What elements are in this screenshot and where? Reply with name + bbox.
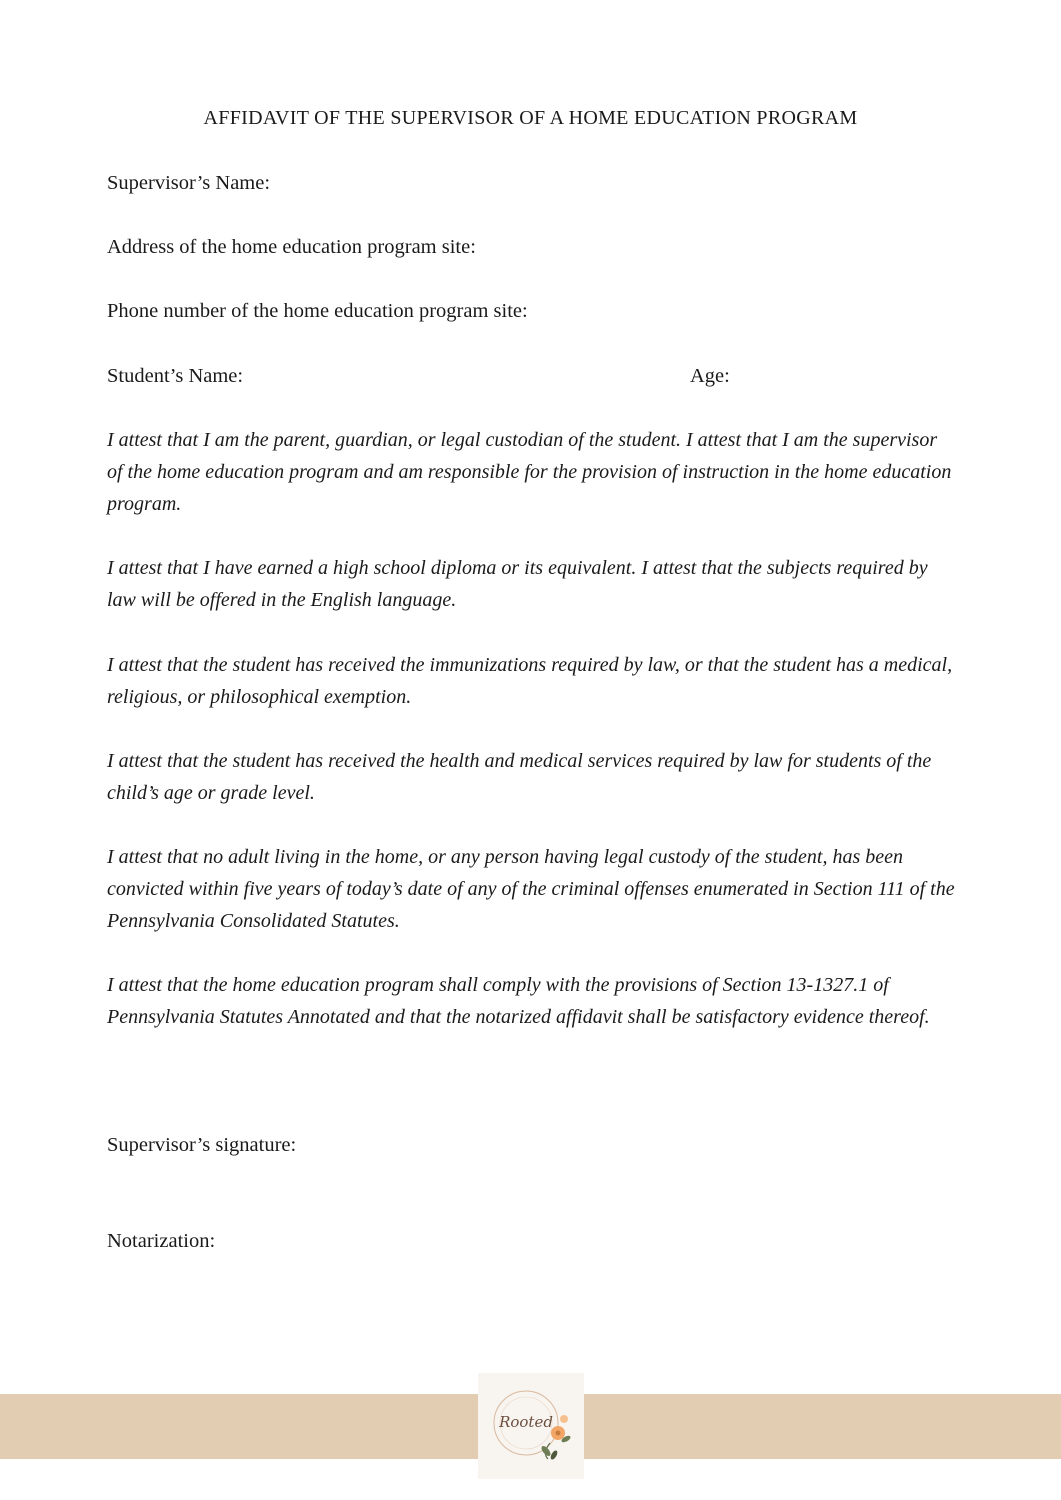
notarization-label: Notarization: <box>107 1230 216 1252</box>
student-name-label: Student’s Name: <box>107 365 244 387</box>
brand-logo <box>478 1373 584 1479</box>
supervisor-name-label: Supervisor’s Name: <box>107 172 271 194</box>
attestation-paragraph-immunizations: I attest that the student has received the immunizations required by law, or that the student has a medical, religious, or philosophical exemption. <box>107 654 953 708</box>
phone-label: Phone number of the home education program site: <box>107 300 528 322</box>
address-label: Address of the home education program site: <box>107 236 476 258</box>
attestation-paragraph-criminal: I attest that no adult living in the home, or any person having legal custody of the student, has been convicted within five years of today’s date of any of the criminal offenses enumerated in Section 111 of the Pennsylvania Consolidated Statutes. <box>107 846 955 932</box>
attestation-paragraph-health: I attest that the student has received the health and medical services required by law for students of the child’s age or grade level. <box>107 750 932 804</box>
logo-wordmark: Rooted <box>499 1413 553 1431</box>
signature-label: Supervisor’s signature: <box>107 1134 297 1156</box>
document-title: AFFIDAVIT OF THE SUPERVISOR OF A HOME EDUCATION PROGRAM <box>203 107 858 129</box>
attestation-paragraph-diploma: I attest that I have earned a high school diploma or its equivalent. I attest that the subjects required by law will be offered in the English language. <box>107 557 928 611</box>
attestation-paragraph-compliance: I attest that the home education program shall comply with the provisions of Section 13-1327.1 of Pennsylvania Statutes Annotated and that the notarized affidavit shall be satisfactory evidence thereof. <box>107 974 930 1028</box>
logo-emblem-icon <box>478 1373 584 1479</box>
attestation-paragraph-guardian: I attest that I am the parent, guardian, or legal custodian of the student. I attest that I am the supervisor of the home education program and am responsible for the provision of instruction in the home education program. <box>107 429 952 515</box>
age-label: Age: <box>690 365 730 387</box>
